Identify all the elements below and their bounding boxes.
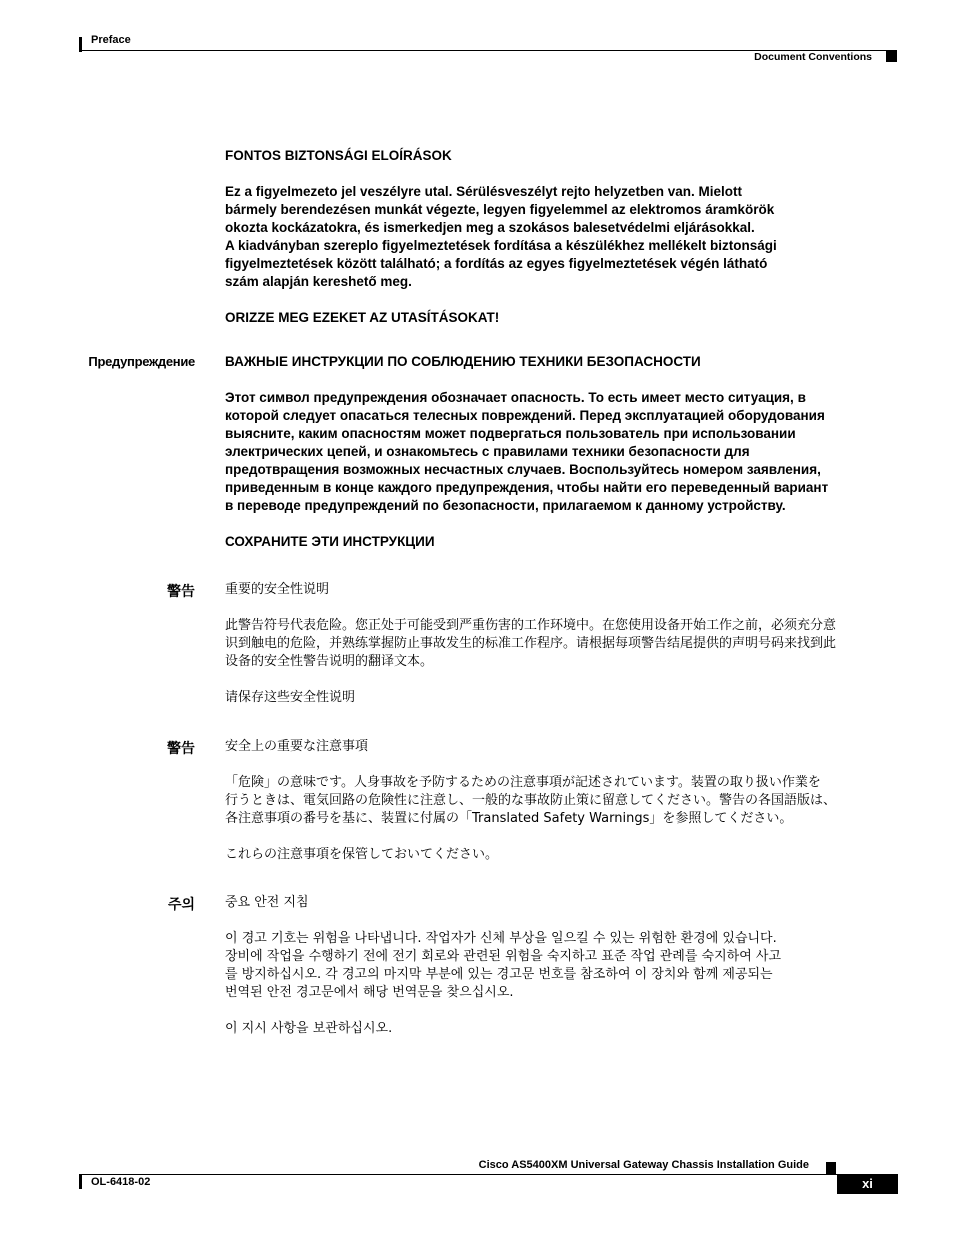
header-chapter: Document Conventions xyxy=(754,51,872,63)
warning-japanese xyxy=(225,738,895,864)
russian-line-4: электрических цепей, и ознакомьтесь с правилами техники безопасности для xyxy=(225,444,750,459)
hungarian-line-5: figyelmeztetések között található; a fordítás az egyes figyelmeztetések végén látható xyxy=(225,256,768,271)
chinese-line-2: 识到触电的危险，并熟练掌握防止事故发生的标准工作程序。请根据每项警告结尾提供的声明号码来找到此 xyxy=(225,636,837,651)
russian-line-1: Этот символ предупреждения обозначает опасность. То есть имеет место ситуация, в xyxy=(225,390,806,405)
korean-line-4: 번역된 안전 경고문에서 해당 번역문을 찾으십시오. xyxy=(225,985,514,1000)
hungarian-line-6: szám alapján kereshető meg. xyxy=(225,274,412,289)
header-marker-block xyxy=(886,50,897,62)
russian-title: ВАЖНЫЕ ИНСТРУКЦИИ ПО СОБЛЮДЕНИЮ ТЕХНИКИ БЕЗОПАСНОСТИ xyxy=(225,354,701,369)
chinese-line-3: 设备的安全性警告说明的翻译文本。 xyxy=(225,654,434,669)
footer-doc-id: OL-6418-02 xyxy=(91,1176,151,1188)
header-section: Preface xyxy=(91,34,131,46)
hungarian-line-1: Ez a figyelmezeto jel veszélyre utal. Sérülésveszélyt rejto helyzetben van. Mielott xyxy=(225,184,742,199)
russian-line-2: которой следует опасаться телесных повреждений. Перед эксплуатацией оборудования xyxy=(225,408,825,423)
warning-russian xyxy=(225,353,895,551)
footer-rule xyxy=(79,1174,897,1175)
hungarian-title: FONTOS BIZTONSÁGI ELOÍRÁSOK xyxy=(225,148,452,163)
japanese-line-3: 各注意事項の番号を基に、装置に付属の「Translated Safety Warnings」を参照してください。 xyxy=(225,811,793,826)
footer-left-bar xyxy=(79,1174,82,1189)
japanese-line-2: 行うときは、電気回路の危険性に注意し、一般的な事故防止策に留意してください。警告の各国語版は、 xyxy=(225,793,837,808)
russian-line-3: выясните, каким опасностям может подвергаться пользователь при использовании xyxy=(225,426,796,441)
russian-line-7: в переводе предупреждений по безопасности, прилагаемом к данному устройству. xyxy=(225,498,786,513)
japanese-save: これらの注意事項を保管しておいてください。 xyxy=(225,847,499,862)
korean-title: 중요 안전 지침 xyxy=(225,895,309,910)
korean-line-1: 이 경고 기호는 위험을 나타냅니다. 작업자가 신체 부상을 일으킬 수 있는 위험한 환경에 있습니다. xyxy=(225,931,777,946)
korean-line-2: 장비에 작업을 수행하기 전에 전기 회로와 관련된 위험을 숙지하고 표준 작업 관례를 숙지하여 사고 xyxy=(225,949,782,964)
footer-marker-block xyxy=(826,1162,836,1174)
korean-line-3: 를 방지하십시오. 각 경고의 마지막 부분에 있는 경고문 번호를 참조하여 이 장치와 함께 제공되는 xyxy=(225,967,773,982)
chinese-title: 重要的安全性说明 xyxy=(225,582,330,597)
warning-hungarian xyxy=(225,147,895,327)
page-number: xi xyxy=(837,1174,898,1194)
japanese-line-1: 「危険」の意味です。人身事故を予防するための注意事項が記述されています。装置の取り扱い作業を xyxy=(225,775,821,790)
warning-korean xyxy=(225,894,895,1038)
footer-guide-title: Cisco AS5400XM Universal Gateway Chassis Installation Guide xyxy=(478,1159,809,1171)
korean-label: 주의 xyxy=(167,896,195,912)
russian-label: Предупреждение xyxy=(88,354,195,369)
warning-chinese xyxy=(225,581,895,707)
chinese-save: 请保存这些安全性说明 xyxy=(225,690,356,705)
hungarian-line-4: A kiadványban szereplo figyelmeztetések fordítása a készülékhez mellékelt biztonsági xyxy=(225,238,777,253)
korean-save: 이 지시 사항을 보관하십시오. xyxy=(225,1021,393,1036)
chinese-line-1: 此警告符号代表危险。您正处于可能受到严重伤害的工作环境中。在您使用设备开始工作之前，必须充分意 xyxy=(225,618,837,633)
chinese-label: 警告 xyxy=(167,583,195,599)
japanese-title: 安全上の重要な注意事項 xyxy=(225,739,369,754)
russian-save: СОХРАНИТЕ ЭТИ ИНСТРУКЦИИ xyxy=(225,534,435,549)
russian-line-5: предотвращения возможных несчастных случаев. Воспользуйтесь номером заявления, xyxy=(225,462,821,477)
hungarian-line-2: bármely berendezésen munkát végezte, legyen figyelemmel az elektromos áramkörök xyxy=(225,202,775,217)
japanese-label: 警告 xyxy=(167,740,195,756)
hungarian-save: ORIZZE MEG EZEKET AZ UTASÍTÁSOKAT! xyxy=(225,310,500,325)
russian-line-6: приведенным в конце каждого предупреждения, чтобы найти его переведенный вариант xyxy=(225,480,829,495)
hungarian-line-3: okozta kockázatokra, és ismerkedjen meg a szokásos balesetvédelmi eljárásokkal. xyxy=(225,220,755,235)
